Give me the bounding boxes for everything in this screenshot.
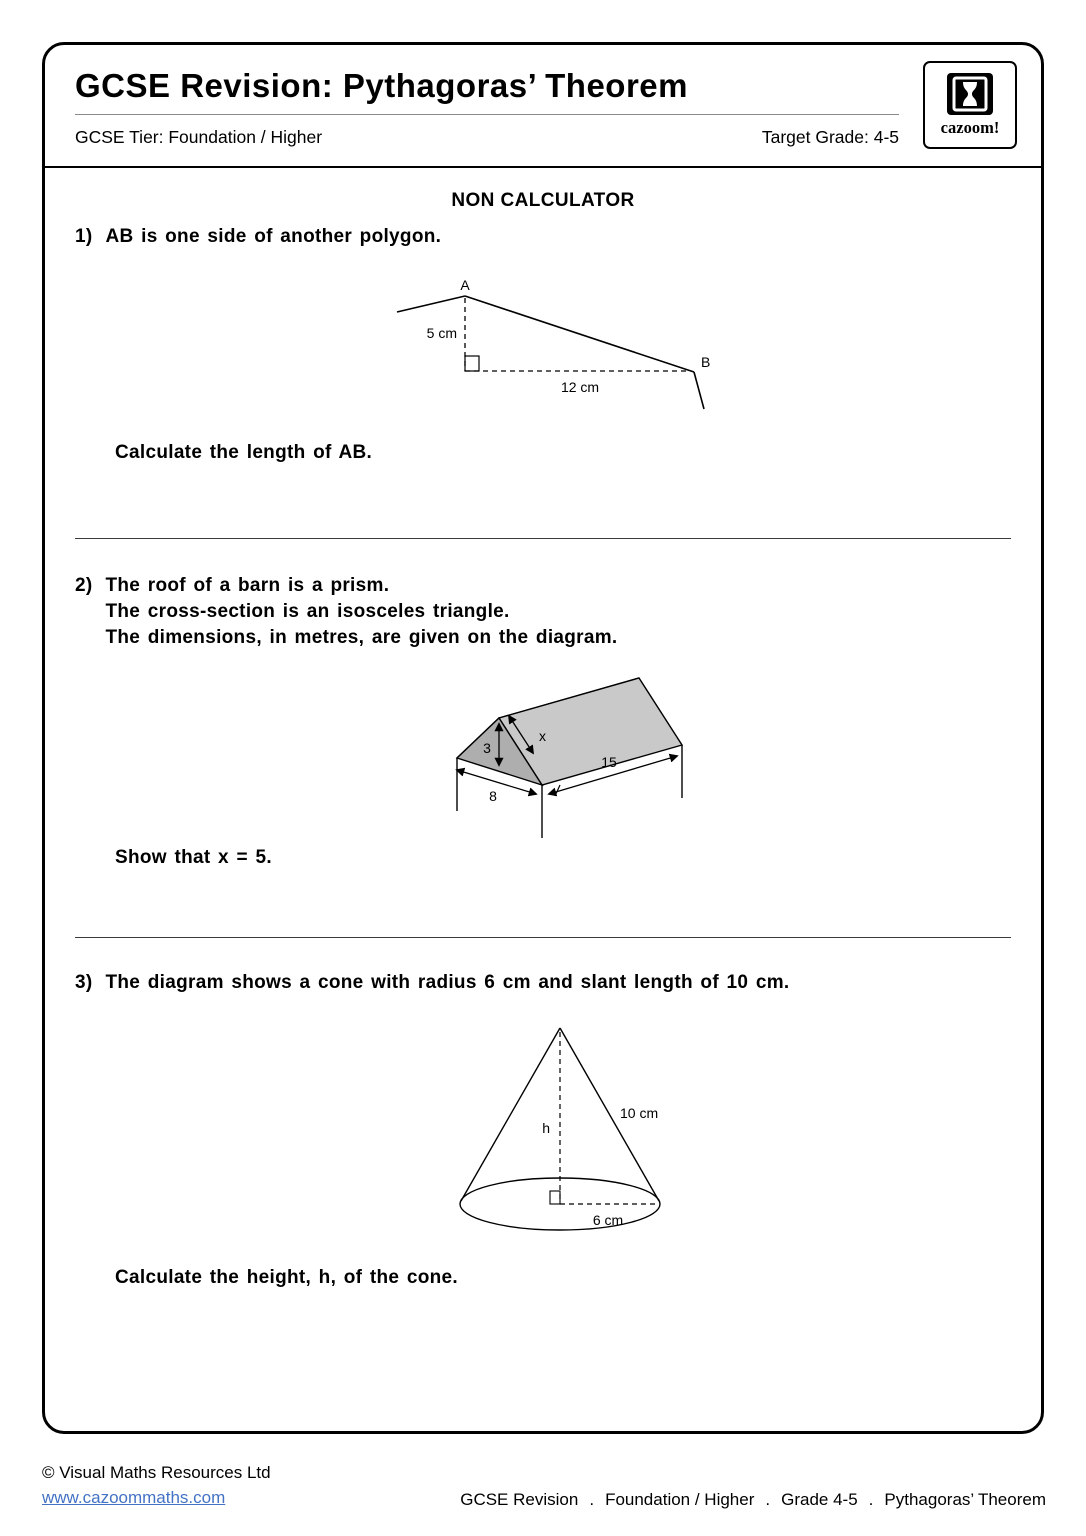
question-3-number: 3) [75, 972, 93, 993]
page-title: GCSE Revision: Pythagoras’ Theorem [75, 67, 688, 104]
question-3-instruction: Calculate the height, h, of the cone. [115, 1267, 458, 1288]
question-2-line1: The roof of a barn is a prism. [105, 575, 390, 596]
worksheet-body [45, 190, 1041, 1289]
breadcrumb-separator: . [589, 1490, 595, 1509]
cone-height-label: h [542, 1120, 550, 1136]
prism-base-label: 8 [489, 788, 497, 804]
cazoom-logo-icon [946, 72, 994, 116]
header-divider [45, 166, 1041, 168]
cazoom-logo-text: cazoom! [940, 118, 1000, 137]
page-footer [42, 1460, 1046, 1510]
question-2-instruction: Show that x = 5. [115, 847, 272, 868]
question-1-instruction: Calculate the length of AB. [115, 442, 373, 463]
question-divider [75, 538, 1011, 539]
target-grade-label: Target Grade: 4-5 [761, 127, 899, 147]
website-link[interactable]: www.cazoommaths.com [42, 1488, 226, 1507]
triangle-diagram [345, 276, 745, 426]
meta-row [75, 127, 899, 148]
footer-left [42, 1460, 271, 1510]
cazoom-logo [923, 61, 1017, 149]
question-divider [75, 937, 1011, 938]
question-3 [75, 970, 1011, 996]
question-1 [75, 224, 1011, 250]
breadcrumb-item: GCSE Revision [460, 1490, 579, 1509]
breadcrumb-item: Grade 4-5 [781, 1490, 858, 1509]
vertex-b-label: B [701, 354, 711, 370]
cone-diagram [410, 1018, 710, 1253]
question-1-text: AB is one side of another polygon. [105, 226, 442, 247]
horizontal-side-label: 12 cm [560, 379, 600, 395]
worksheet-page [42, 42, 1044, 1434]
title-divider [75, 114, 899, 115]
vertical-side-label: 5 cm [426, 325, 457, 341]
question-1-number: 1) [75, 226, 93, 247]
breadcrumb [460, 1490, 1046, 1510]
prism-diagram [427, 663, 727, 843]
prism-slant-label: x [539, 728, 546, 744]
question-2-text [106, 573, 618, 651]
section-header: NON CALCULATOR [451, 190, 635, 211]
question-2-line2: The cross-section is an isosceles triangle. [105, 601, 510, 622]
breadcrumb-separator: . [765, 1490, 771, 1509]
cone-slant-label: 10 cm [620, 1105, 659, 1121]
tier-label: GCSE Tier: Foundation / Higher [75, 127, 323, 147]
question-2 [75, 573, 1011, 651]
question-3-text: The diagram shows a cone with radius 6 cm and slant length of 10 cm. [105, 972, 790, 993]
worksheet-header [45, 45, 1041, 168]
breadcrumb-separator: . [868, 1490, 874, 1509]
right-angle-marker [550, 1191, 560, 1204]
copyright-text: © Visual Maths Resources Ltd [42, 1463, 271, 1482]
breadcrumb-item: Foundation / Higher [605, 1490, 755, 1509]
breadcrumb-item: Pythagoras’ Theorem [884, 1490, 1046, 1509]
right-angle-marker [465, 356, 479, 371]
prism-height-label: 3 [483, 740, 491, 756]
question-2-line3: The dimensions, in metres, are given on the diagram. [105, 627, 618, 648]
cone-radius-label: 6 cm [592, 1212, 624, 1228]
prism-length-label: 15 [601, 754, 617, 770]
vertex-a-label: A [460, 277, 470, 293]
question-2-number: 2) [75, 575, 93, 596]
